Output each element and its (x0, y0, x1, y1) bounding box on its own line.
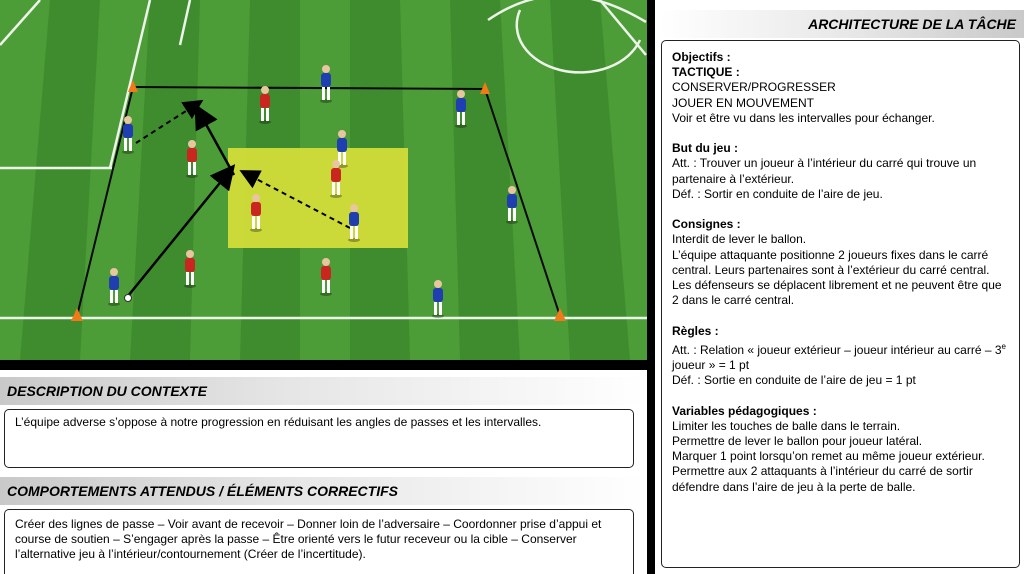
consigne-line: Interdit de lever le ballon. (672, 232, 807, 247)
ball-icon (125, 295, 132, 302)
variable-line: Permettre de lever le ballon pour joueur latéral. (672, 434, 923, 449)
objectifs-title: Objectifs : (672, 50, 731, 64)
variables-title: Variables pédagogiques : (672, 403, 817, 418)
comportements-text: Créer des lignes de passe – Voir avant de recevoir – Donner loin de l’adversaire – Coordonner prise d’appui et course de soutien – S’engager après la passe – Être orienté vers le futur receveur ou la cible – Conserver l’alternative jeu à l’intérieur/contournement (Créer de l’incertitude). (15, 517, 602, 562)
consigne-line: Les défenseurs se déplacent librement et ne peuvent être que 2 dans le carré central. (672, 278, 1002, 308)
comportements-header (0, 477, 646, 505)
objectif-line: JOUER EN MOUVEMENT (672, 95, 815, 110)
contexte-text: L’équipe adverse s’oppose à notre progression en réduisant les angles de passes et les intervalles. (15, 415, 542, 429)
but-line: Att. : Trouver un joueur à l’intérieur du carré qui trouve un partenaire à l’extérieur. (672, 156, 977, 186)
pitch-svg (0, 0, 647, 360)
variable-line: Permettre aux 2 attaquants à l’intérieur du carré de sortir défendre dans l’aire de jeu à la perte de balle. (672, 464, 973, 494)
consigne-line: L’équipe attaquante positionne 2 joueurs fixes dans le carré central. Leurs partenaires sont à l’extérieur du carré central. (672, 247, 990, 277)
comportements-box (4, 509, 634, 574)
architecture-header (660, 10, 1024, 38)
contexte-box (4, 409, 634, 468)
consignes-title: Consignes : (672, 217, 741, 232)
objectif-line: Voir et être vu dans les intervalles pour échanger. (672, 110, 935, 125)
training-pitch-diagram (0, 0, 647, 360)
vertical-separator (647, 0, 655, 574)
variable-line: Limiter les touches de balle dans le terrain. (672, 418, 901, 433)
architecture-title: ARCHITECTURE DE LA TÂCHE (808, 16, 1016, 32)
contexte-title: DESCRIPTION DU CONTEXTE (7, 383, 207, 399)
contexte-header (0, 377, 646, 405)
but-line: Déf. : Sortir en conduite de l’aire de jeu. (672, 186, 883, 201)
comportements-title: COMPORTEMENTS ATTENDUS / ÉLÉMENTS CORRECTIFS (7, 483, 398, 499)
regles-title: Règles : (672, 323, 719, 338)
objectif-line: CONSERVER/PROGRESSER (672, 80, 836, 95)
regle-att: Att. : Relation « joueur extérieur – joueur intérieur au carré – 3e joueur » = 1 pt (672, 341, 1006, 373)
horizontal-separator (0, 360, 650, 370)
variable-line: Marquer 1 point lorsqu’on remet au même joueur extérieur. (672, 449, 985, 464)
but-title: But du jeu : (672, 141, 738, 156)
architecture-box (661, 40, 1020, 568)
tactique-title: TACTIQUE : (672, 65, 740, 80)
regle-def: Déf. : Sortie en conduite de l’aire de jeu = 1 pt (672, 373, 916, 388)
